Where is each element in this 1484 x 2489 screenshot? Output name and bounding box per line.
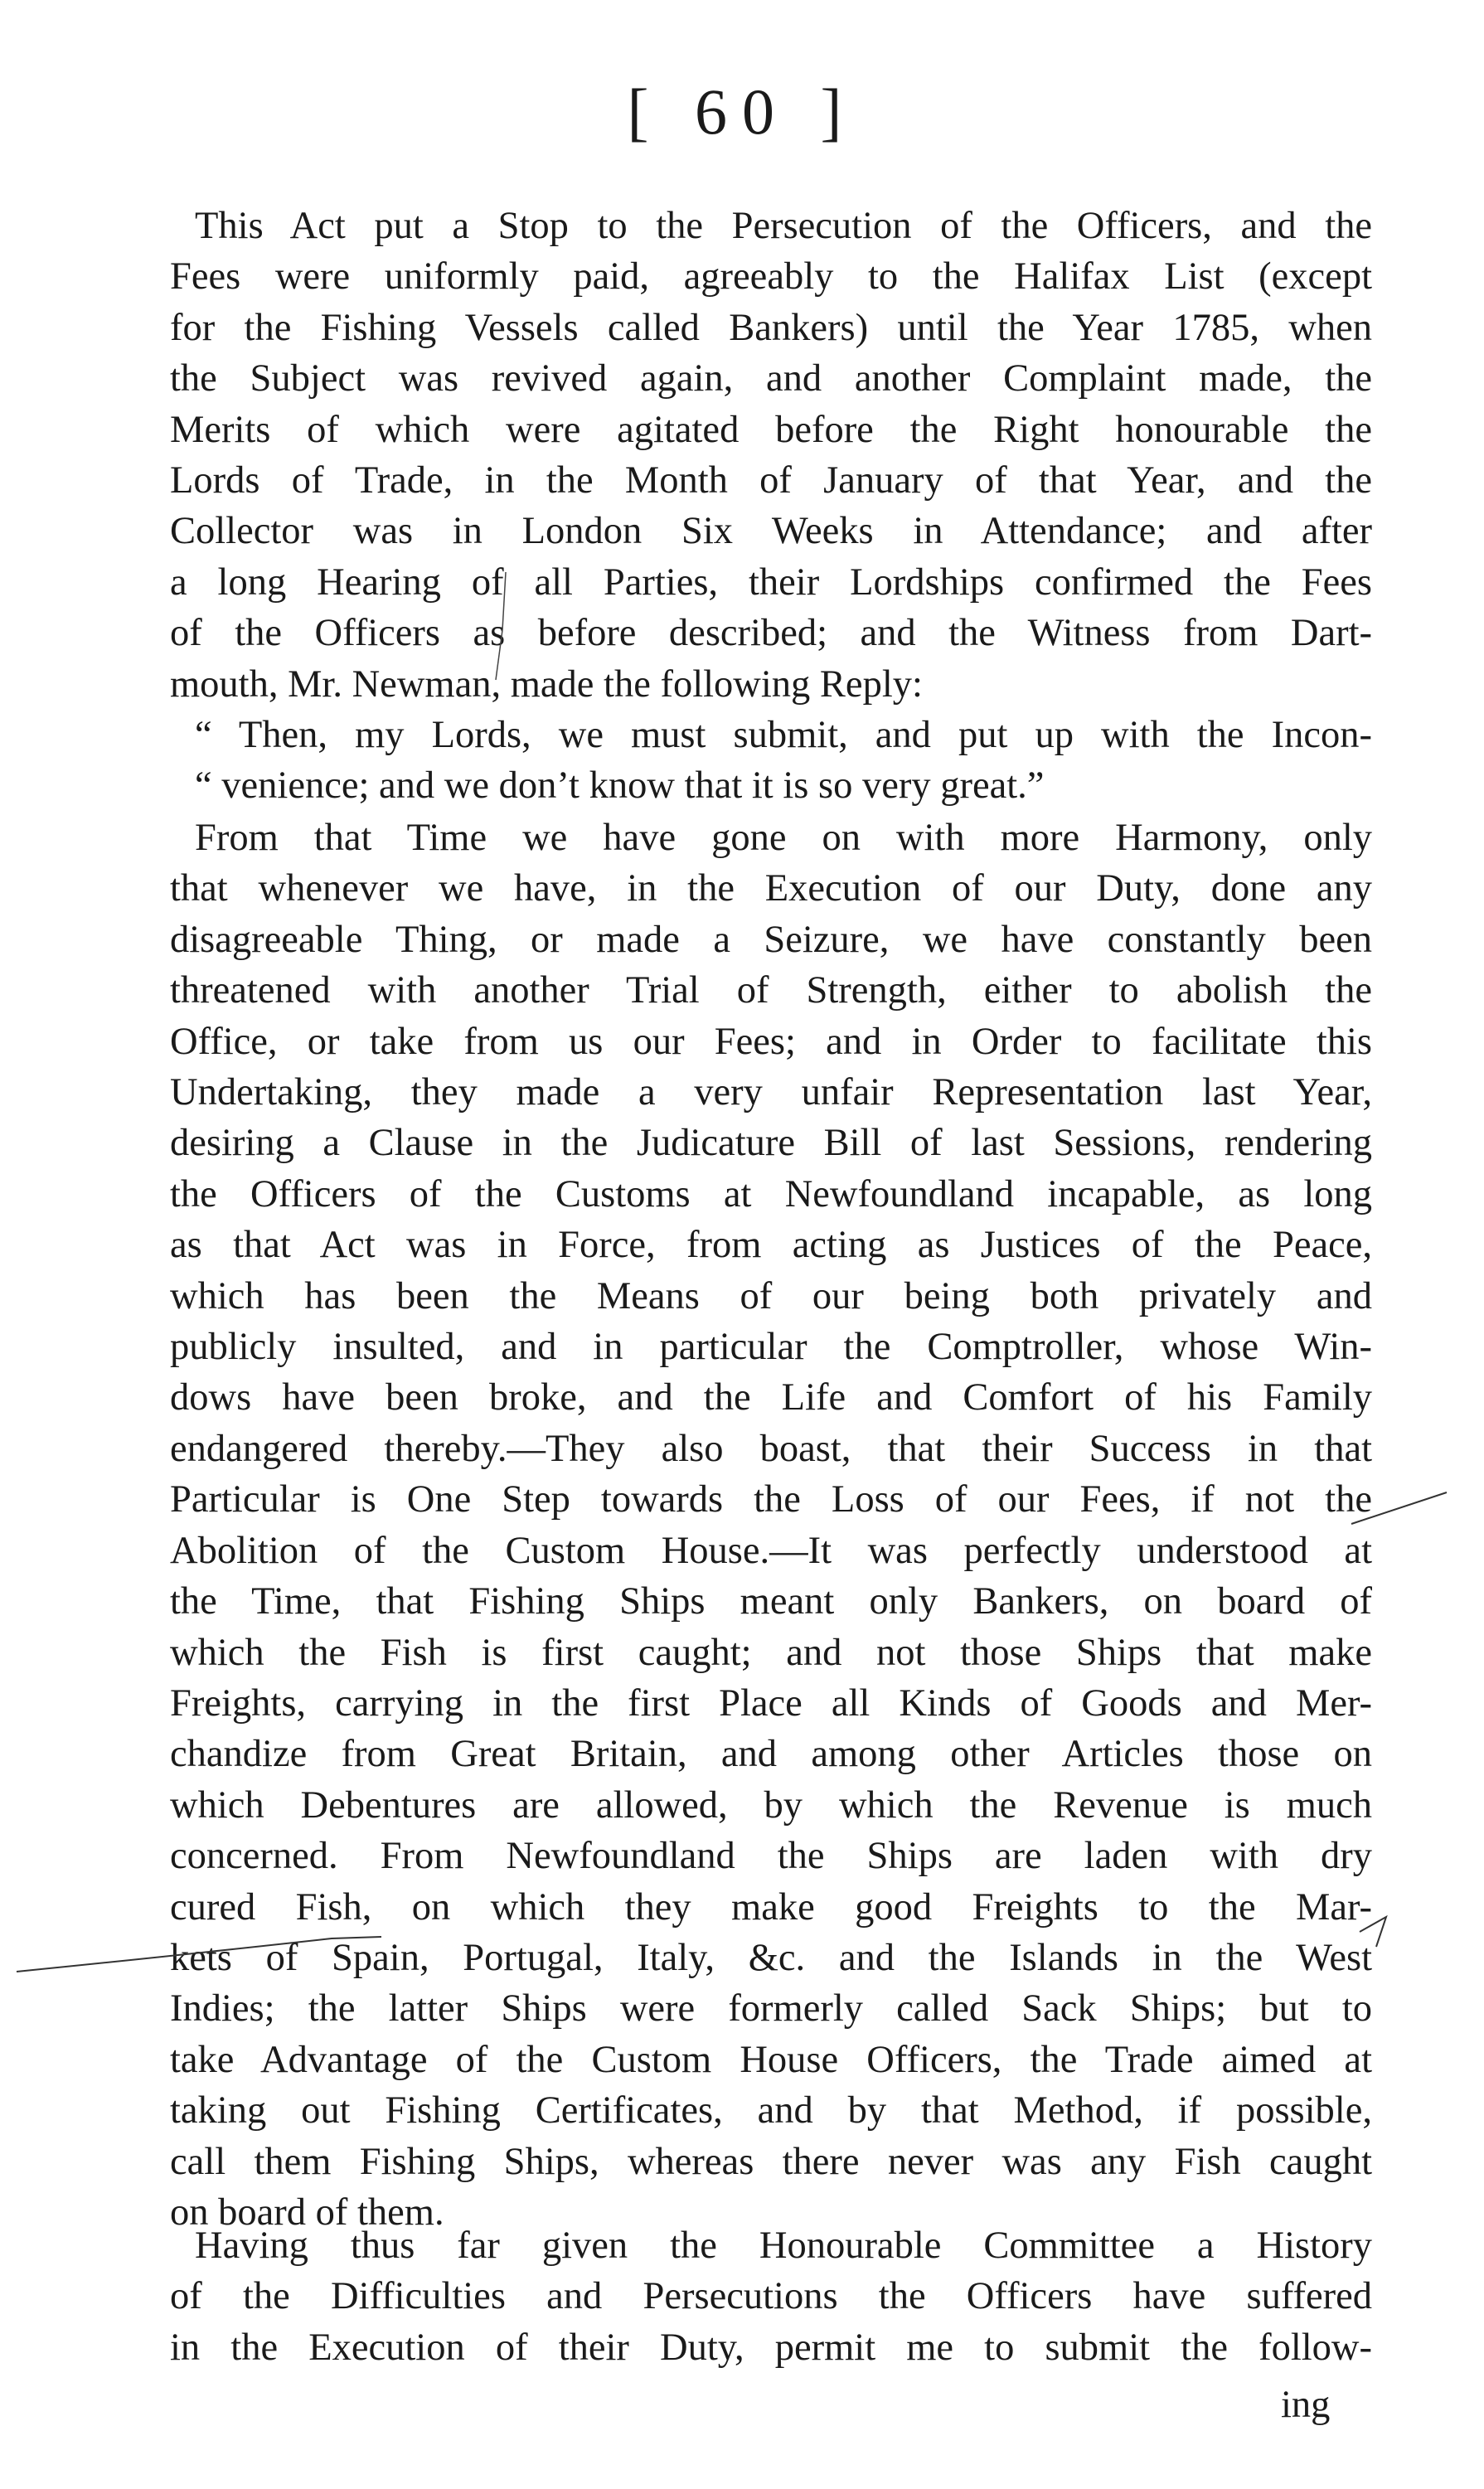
quote-line: “ Then, my Lords, we must submit, and put up with the Incon- [195, 714, 1372, 756]
text-line: cured Fish, on which they make good Freights to the Mar- [170, 1885, 1372, 1929]
text-line: the Subject was revived again, and another Complaint made, the [170, 357, 1372, 400]
text-line: taking out Fishing Certificates, and by that Method, if possible, [170, 2089, 1372, 2132]
text-line: Freights, carrying in the first Place all Kinds of Goods and Mer- [170, 1681, 1372, 1725]
quote-line: “ venience; and we don’t know that it is so very great.” [195, 764, 1045, 808]
text-line: Indies; the latter Ships were formerly called Sack Ships; but to [170, 1987, 1372, 2030]
text-line: of the Officers as before described; and the Witness from Dart- [170, 612, 1372, 655]
text-line: Lords of Trade, in the Month of January of that Year, and the [170, 459, 1372, 502]
text-line: Undertaking, they made a very unfair Representation last Year, [170, 1071, 1372, 1114]
text-line: Office, or take from us our Fees; and in Order to facilitate this [170, 1020, 1372, 1063]
text-line: From that Time we have gone on with more Harmony, only [195, 817, 1372, 859]
text-line: chandize from Great Britain, and among other Articles those on [170, 1733, 1372, 1776]
text-line: threatened with another Trial of Strength, either to abolish the [170, 969, 1372, 1012]
text-line: call them Fishing Ships, whereas there never was any Fish caught [170, 2140, 1372, 2183]
text-line: the Officers of the Customs at Newfoundland incapable, as long [170, 1172, 1372, 1215]
text-line: dows have been broke, and the Life and Comfort of his Family [170, 1376, 1372, 1419]
text-line: Collector was in London Six Weeks in Attendance; and after [170, 510, 1372, 553]
text-line: on board of them. [170, 2191, 444, 2234]
text-line: concerned. From Newfoundland the Ships are laden with dry [170, 1835, 1372, 1878]
text-line: Particular is One Step towards the Loss of our Fees, if not the [170, 1478, 1372, 1521]
catchword: ing [1281, 2384, 1331, 2426]
text-line: mouth, Mr. Newman, made the following Reply: [170, 662, 923, 706]
text-line: which Debentures are allowed, by which the Revenue is much [170, 1783, 1372, 1827]
text-line: which the Fish is first caught; and not those Ships that make [170, 1631, 1372, 1674]
text-line: Abolition of the Custom House.—It was perfectly understood at [170, 1529, 1372, 1572]
text-line: Having thus far given the Honourable Committee a History [195, 2225, 1372, 2267]
text-line: disagreeable Thing, or made a Seizure, we have constantly been [170, 918, 1372, 961]
text-line: take Advantage of the Custom House Officers, the Trade aimed at [170, 2038, 1372, 2081]
text-line: kets of Spain, Portugal, Italy, &c. and the Islands in the West [170, 1936, 1372, 1979]
text-line: Fees were uniformly paid, agreeably to the Halifax List (except [170, 255, 1372, 298]
text-line: the Time, that Fishing Ships meant only Bankers, on board of [170, 1580, 1372, 1623]
text-line: desiring a Clause in the Judicature Bill of last Sessions, rendering [170, 1122, 1372, 1165]
text-line: as that Act was in Force, from acting as Justices of the Peace, [170, 1224, 1372, 1267]
text-line: of the Difficulties and Persecutions the Officers have suffered [170, 2275, 1372, 2318]
text-line: that whenever we have, in the Execution of our Duty, done any [170, 867, 1372, 910]
text-line: endangered thereby.—They also boast, that their Success in that [170, 1427, 1372, 1470]
text-line: for the Fishing Vessels called Bankers) until the Year 1785, when [170, 306, 1372, 349]
text-line: publicly insulted, and in particular the Comptroller, whose Win- [170, 1326, 1372, 1369]
text-line: which has been the Means of our being both privately and [170, 1274, 1372, 1317]
text-line: a long Hearing of all Parties, their Lordships confirmed the Fees [170, 560, 1372, 604]
page-number-header: [ 60 ] [627, 75, 857, 148]
text-line: Merits of which were agitated before the Right honourable the [170, 408, 1372, 451]
text-line: in the Execution of their Duty, permit me to submit the follow- [170, 2326, 1372, 2369]
text-line: This Act put a Stop to the Persecution of the Officers, and the [195, 205, 1372, 247]
